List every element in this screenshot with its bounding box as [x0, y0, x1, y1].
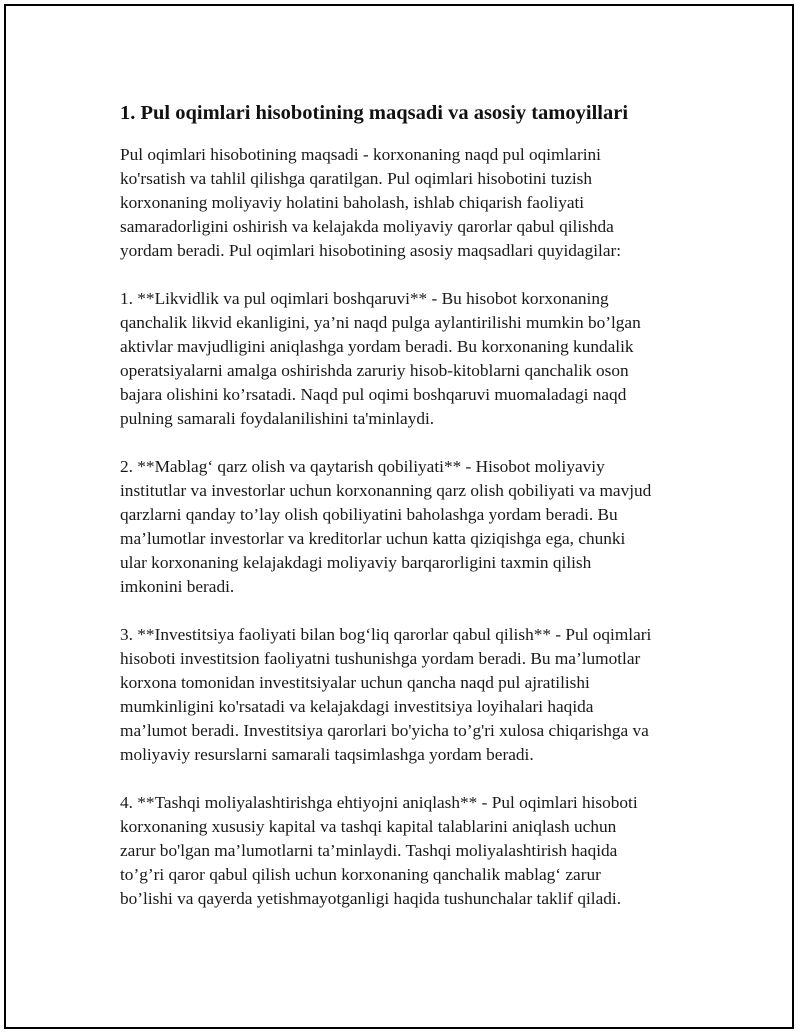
text-line: institutlar va investorlar uchun korxonanning qarz olish qobiliyati va mavjud: [120, 481, 652, 500]
text-line: pulning samarali foydalanilishini ta'minlaydi.: [120, 409, 435, 428]
text-line: to’g’ri qaror qabul qilish uchun korxonaning qanchalik mablag‘ zarur: [120, 865, 601, 884]
text-line: hisoboti investitsion faoliyatni tushunishga yordam beradi. Bu ma’lumotlar: [120, 649, 641, 668]
text-line: zarur bo'lgan ma’lumotlarni ta’minlaydi. Tashqi moliyalashtirish haqida: [120, 841, 618, 860]
text-line: moliyaviy resurslarni samarali taqsimlashga yordam beradi.: [120, 745, 534, 764]
intro-paragraph: [120, 143, 700, 263]
text-line: korxona tomonidan investitsiyalar uchun qancha naqd pul ajratilishi: [120, 673, 590, 692]
page-frame: [4, 4, 794, 1029]
text-line: 4. **Tashqi moliyalashtirishga ehtiyojni aniqlash** - Pul oqimlari hisoboti: [120, 793, 638, 812]
list-item-paragraph: [120, 623, 700, 767]
text-line: 2. **Mablag‘ qarz olish va qaytarish qobiliyati** - Hisobot moliyaviy: [120, 457, 605, 476]
text-line: ko'rsatish va tahlil qilishga qaratilgan. Pul oqimlari hisobotini tuzish: [120, 169, 593, 188]
text-line: imkonini beradi.: [120, 577, 235, 596]
text-line: operatsiyalarni amalga oshirishda zaruriy hisob-kitoblarni qanchalik oson: [120, 361, 629, 380]
list-item-paragraph: [120, 287, 700, 431]
text-line: yordam beradi. Pul oqimlari hisobotining asosiy maqsadlari quyidagilar:: [120, 241, 622, 260]
text-line: aktivlar mavjudligini aniqlashga yordam beradi. Bu korxonaning kundalik: [120, 337, 634, 356]
text-line: ma’lumotlar investorlar va kreditorlar uchun katta qiziqishga ega, chunki: [120, 529, 626, 548]
text-line: qanchalik likvid ekanligini, ya’ni naqd pulga aylantirilishi mumkin bo’lgan: [120, 313, 641, 332]
text-line: ma’lumot beradi. Investitsiya qarorlari bo'yicha to’g'ri xulosa chiqarishga va: [120, 721, 649, 740]
text-line: bajara olishini ko’rsatadi. Naqd pul oqimi boshqaruvi muomaladagi naqd: [120, 385, 627, 404]
text-line: qarzlarni qanday to’lay olish qobiliyatini baholashga yordam beradi. Bu: [120, 505, 618, 524]
text-line: samaradorligini oshirish va kelajakda moliyaviy qarorlar qabul qilishda: [120, 217, 614, 236]
text-line: bo’lishi va qayerda yetishmayotganligi haqida tushunchalar taklif qiladi.: [120, 889, 622, 908]
list-item-paragraph: [120, 455, 700, 599]
text-line: ular korxonaning kelajakdagi moliyaviy barqarorligini taxmin qilish: [120, 553, 592, 572]
document-body: [120, 101, 700, 935]
text-line: korxonaning moliyaviy holatini baholash, ishlab chiqarish faoliyati: [120, 193, 585, 212]
text-line: mumkinligini ko'rsatadi va kelajakdagi investitsiya loyihalari haqida: [120, 697, 594, 716]
text-line: korxonaning xususiy kapital va tashqi kapital talablarini aniqlash uchun: [120, 817, 617, 836]
list-item-paragraph: [120, 791, 700, 911]
text-line: Pul oqimlari hisobotining maqsadi - korxonaning naqd pul oqimlarini: [120, 145, 601, 164]
text-line: 3. **Investitsiya faoliyati bilan bog‘liq qarorlar qabul qilish** - Pul oqimlari: [120, 625, 652, 644]
section-title: 1. Pul oqimlari hisobotining maqsadi va asosiy tamoyillari: [120, 102, 629, 124]
text-line: 1. **Likvidlik va pul oqimlari boshqaruvi** - Bu hisobot korxonaning: [120, 289, 609, 308]
